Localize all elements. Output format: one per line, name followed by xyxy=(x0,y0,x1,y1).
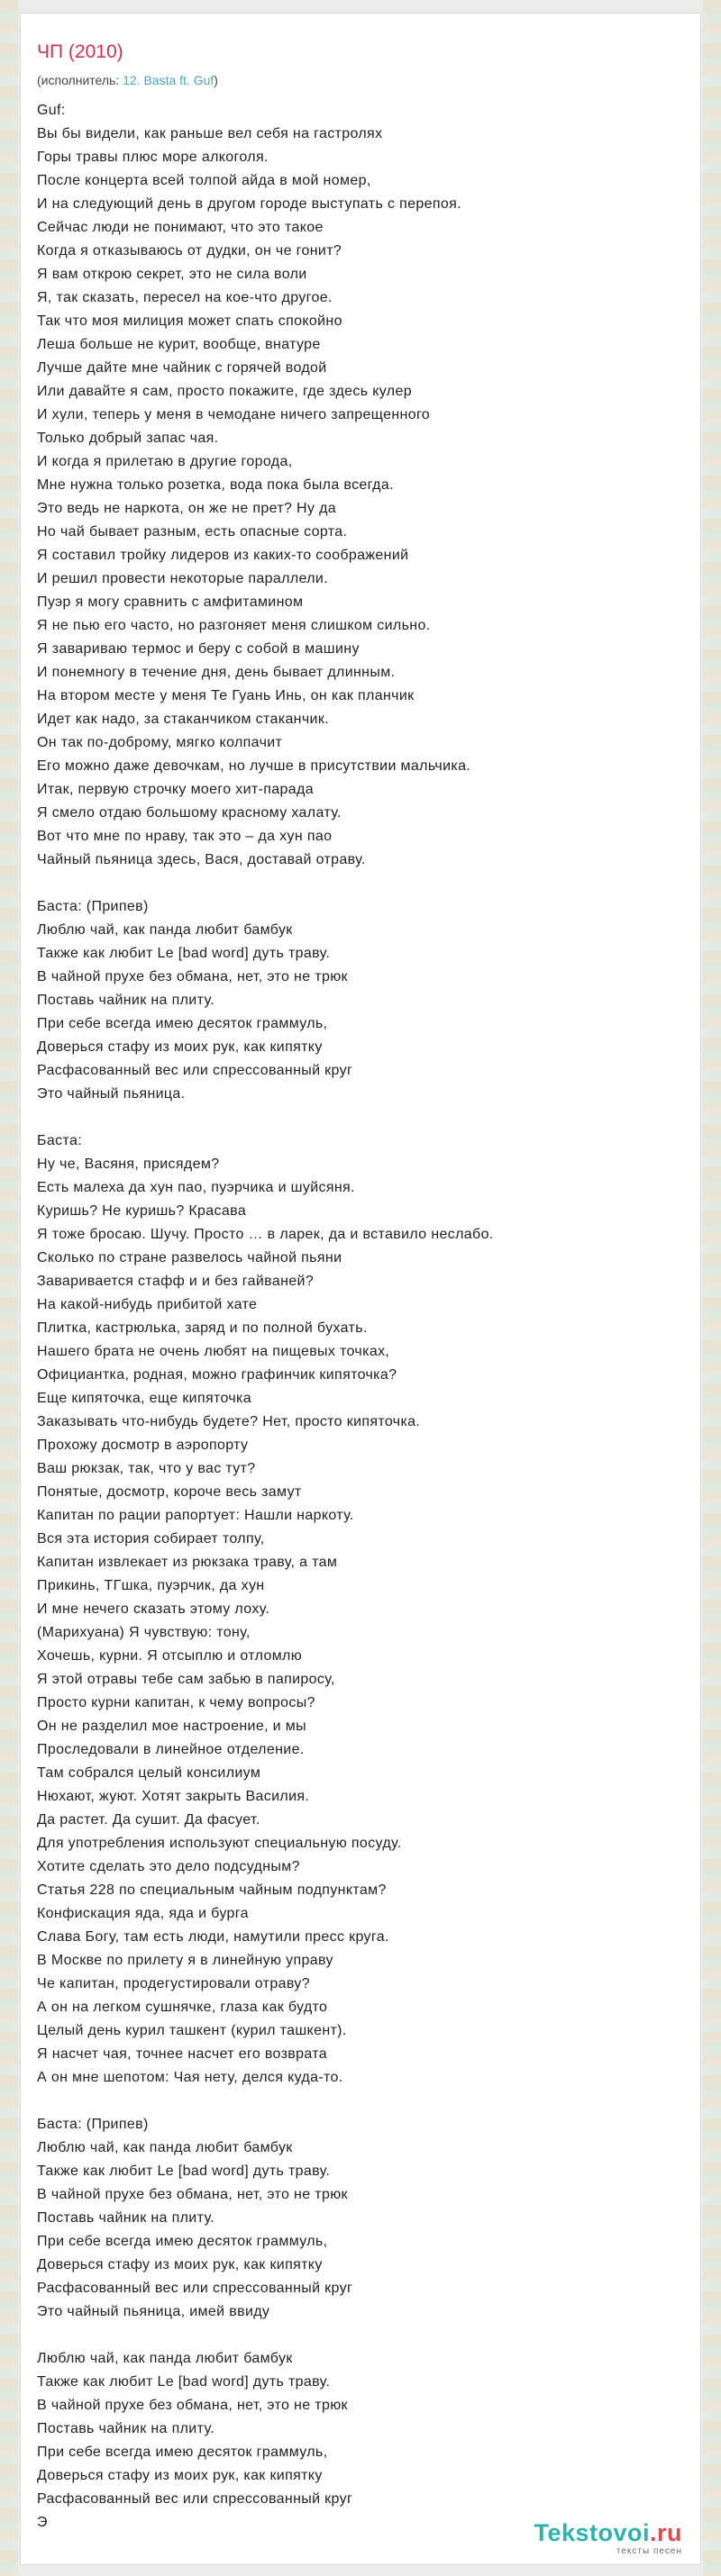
lyrics-line: Вы бы видели, как раньше вел себя на гастролях xyxy=(37,126,383,141)
performer-line xyxy=(37,72,218,88)
lyrics-line: Расфасованный вес или спрессованный круг xyxy=(37,2281,353,2296)
lyrics-line: Сейчас люди не понимают, что это такое xyxy=(37,220,324,235)
lyrics-line: В чайной прухе без обмана, нет, это не трюк xyxy=(37,2398,348,2413)
performer-prefix: (исполнитель: xyxy=(37,73,123,87)
lyrics-line: Только добрый запас чая. xyxy=(37,431,219,446)
lyrics-line: При себе всегда имею десяток граммуль, xyxy=(37,2234,328,2249)
lyrics-line: Поставь чайник на плиту. xyxy=(37,993,214,1008)
lyrics-line: Че капитан, продегустировали отраву? xyxy=(37,1976,310,1991)
lyrics-line: Ну че, Васяня, присядем? xyxy=(37,1156,220,1172)
lyrics-blank-line xyxy=(37,2324,686,2347)
lyrics-line: Есть малеха да хун пао, пуэрчика и шуйсяня. xyxy=(37,1180,355,1195)
lyrics-line: В чайной прухе без обмана, нет, это не трюк xyxy=(37,969,348,984)
lyrics-line: Идет как надо, за стаканчиком стаканчик. xyxy=(37,712,329,727)
lyrics-line: Расфасованный вес или спрессованный круг xyxy=(37,1063,353,1078)
lyrics-line: Его можно даже девочкам, но лучше в присутствии мальчика. xyxy=(37,758,471,774)
lyrics-line: Также как любит Le [bad word] дуть траву. xyxy=(37,2374,331,2390)
lyrics-line: Но чай бывает разным, есть опасные сорта. xyxy=(37,524,348,540)
lyrics-line: Итак, первую строчку моего хит-парада xyxy=(37,782,314,797)
lyrics-line: На втором месте у меня Те Гуань Инь, он как планчик xyxy=(37,688,415,703)
lyrics-line: Я вам открою секрет, это не сила воли xyxy=(37,267,307,282)
lyrics-line: При себе всегда имею десяток граммуль, xyxy=(37,1016,328,1031)
lyrics-line: Конфискация яда, яда и бурга xyxy=(37,1906,249,1921)
lyrics-line: После концерта всей толпой айда в мой номер, xyxy=(37,173,371,188)
lyrics-line: Доверься стафу из моих рук, как кипятку xyxy=(37,2257,323,2272)
lyrics-page xyxy=(20,13,701,2565)
lyrics-line: Сколько по стране развелось чайной пьяни xyxy=(37,1250,342,1265)
lyrics-line: Чайный пьяница здесь, Вася, доставай отраву. xyxy=(37,852,366,867)
lyrics-line: Хотите сделать это дело подсудным? xyxy=(37,1859,300,1874)
lyrics-line: Я не пью его часто, но разгоняет меня слишком сильно. xyxy=(37,618,431,633)
lyrics-line: А он мне шепотом: Чая нету, делся куда-то. xyxy=(37,2070,343,2085)
lyrics-line: Горы травы плюс море алкоголя. xyxy=(37,150,269,165)
lyrics-line: В Москве по прилету я в линейную управу xyxy=(37,1953,333,1968)
lyrics-line: Люблю чай, как панда любит бамбук xyxy=(37,922,293,938)
lyrics-line: При себе всегда имею десяток граммуль, xyxy=(37,2444,328,2460)
lyrics-line: Поставь чайник на плиту. xyxy=(37,2210,214,2226)
lyrics-line: (Марихуана) Я чувствую: тону, xyxy=(37,1625,251,1640)
lyrics-line: И мне нечего сказать этому лоху. xyxy=(37,1601,270,1617)
lyrics-line: Заваривается стафф и и без гайваней? xyxy=(37,1274,315,1289)
lyrics-line: И решил провести некоторые параллели. xyxy=(37,571,329,586)
lyrics-line: И хули, теперь у меня в чемодане ничего запрещенного xyxy=(37,407,431,422)
lyrics-line: Официантка, родная, можно графинчик кипяточка? xyxy=(37,1367,397,1383)
lyrics-line: Баста: (Припев) xyxy=(37,2117,149,2132)
lyrics-line: Еще кипяточка, еще кипяточка xyxy=(37,1391,252,1406)
lyrics-line: Он не разделил мое настроение, и мы xyxy=(37,1719,306,1734)
lyrics-line: Также как любит Le [bad word] дуть траву. xyxy=(37,946,331,961)
lyrics-line: Он так по-доброму, мягко колпачит xyxy=(37,735,283,750)
lyrics-line: Капитан извлекает из рюкзака траву, а там xyxy=(37,1555,338,1570)
lyrics-line: Доверься стафу из моих рук, как кипятку xyxy=(37,1039,323,1055)
lyrics-line: Я этой отравы тебе сам забью в папиросу, xyxy=(37,1672,335,1687)
lyrics-line: Люблю чай, как панда любит бамбук xyxy=(37,2140,293,2155)
lyrics-line: Или давайте я сам, просто покажите, где здесь кулер xyxy=(37,384,412,399)
lyrics-line: Леша больше не курит, вообще, внатуре xyxy=(37,337,321,352)
lyrics-line: Лучше дайте мне чайник с горячей водой xyxy=(37,360,327,376)
lyrics-line: Вся эта история собирает толпу, xyxy=(37,1531,265,1547)
lyrics-line: Нашего брата не очень любят на пищевых точках, xyxy=(37,1344,390,1359)
lyrics-line: Баста: (Припев) xyxy=(37,899,149,914)
logo-name: Tekstovoi xyxy=(534,2519,650,2546)
lyrics-line: Да растет. Да сушит. Да фасует. xyxy=(37,1812,260,1828)
lyrics-line: Плитка, кастрюлька, заряд и по полной бухать. xyxy=(37,1320,368,1336)
lyrics-line: Слава Богу, там есть люди, намутили пресс круга. xyxy=(37,1929,389,1945)
lyrics-line: Также как любит Le [bad word] дуть траву. xyxy=(37,2163,331,2179)
lyrics-line: Для употребления используют специальную посуду. xyxy=(37,1836,402,1851)
lyrics-line: Заказывать что-нибудь будете? Нет, просто кипяточка. xyxy=(37,1414,421,1429)
lyrics-line: Это чайный пьяница. xyxy=(37,1086,186,1102)
lyrics-line: Вот что мне по нраву, так это – да хун пао xyxy=(37,829,333,844)
lyrics-line: Так что моя милиция может спать спокойно xyxy=(37,313,342,329)
lyrics-line: В чайной прухе без обмана, нет, это не трюк xyxy=(37,2187,348,2202)
logo-wordmark xyxy=(534,2519,682,2546)
lyrics-line: Капитан по рации рапортует: Нашли наркоту. xyxy=(37,1508,354,1523)
lyrics-line: Guf: xyxy=(37,103,66,118)
lyrics-line: И на следующий день в другом городе выступать с перепоя. xyxy=(37,196,461,212)
lyrics-line: Мне нужна только розетка, вода пока была всегда. xyxy=(37,477,394,493)
lyrics-blank-line xyxy=(37,872,686,895)
lyrics-blank-line xyxy=(37,2090,686,2113)
performer-suffix: ) xyxy=(214,73,218,87)
lyrics-line: Статья 228 по специальным чайным подпунктам? xyxy=(37,1882,387,1898)
lyrics-line: Я завариваю термос и беру с собой в машину xyxy=(37,641,360,657)
lyrics-line: Проследовали в линейное отделение. xyxy=(37,1742,305,1757)
lyrics-line: И понемногу в течение дня, день бывает длинным. xyxy=(37,665,396,680)
lyrics-line: Прикинь, ТГшка, пуэрчик, да хун xyxy=(37,1578,265,1593)
lyrics-line: Это чайный пьяница, имей ввиду xyxy=(37,2304,270,2319)
lyrics-line: Я, так сказать, пересел на кое-что другое. xyxy=(37,290,333,305)
lyrics-line: Я смело отдаю большому красному халату. xyxy=(37,805,342,821)
lyrics-line: Хочешь, курни. Я отсыплю и отломлю xyxy=(37,1648,303,1664)
lyrics-line: Э xyxy=(37,2515,48,2530)
lyrics-line: Доверься стафу из моих рук, как кипятку xyxy=(37,2468,323,2483)
lyrics-line: Я насчет чая, точнее насчет его возврата xyxy=(37,2046,328,2062)
lyrics-line: На какой-нибудь прибитой хате xyxy=(37,1297,258,1312)
artist-link[interactable]: 12. Basta ft. Guf xyxy=(123,73,214,87)
lyrics-line: Просто курни капитан, к чему вопросы? xyxy=(37,1695,315,1710)
lyrics-blank-line xyxy=(37,1106,686,1129)
lyrics-line: Баста: xyxy=(37,1133,82,1148)
lyrics-line: Нюхают, жуют. Хотят закрыть Василия. xyxy=(37,1789,310,1804)
lyrics-line: Там собрался целый консилиум xyxy=(37,1765,261,1781)
left-decorative-stripe xyxy=(0,0,18,2576)
lyrics-line: А он на легком сушнячке, глаза как будто xyxy=(37,2000,328,2015)
right-decorative-stripe xyxy=(703,0,721,2576)
lyrics-line: И когда я прилетаю в другие города, xyxy=(37,454,293,469)
lyrics-line: Я составил тройку лидеров из каких-то соображений xyxy=(37,548,409,563)
lyrics-line: Это ведь не наркота, он же не прет? Ну да xyxy=(37,501,337,516)
lyrics-line: Расфасованный вес или спрессованный круг xyxy=(37,2491,353,2507)
lyrics-line: Я тоже бросаю. Шучу. Просто … в ларек, да и вставило неслабо. xyxy=(37,1227,494,1242)
lyrics-body xyxy=(37,99,686,2535)
logo-tld: .ru xyxy=(649,2519,682,2546)
lyrics-line: Куришь? Не куришь? Красава xyxy=(37,1203,247,1219)
lyrics-line: Поставь чайник на плиту. xyxy=(37,2421,214,2436)
lyrics-line: Пуэр я могу сравнить с амфитамином xyxy=(37,594,304,610)
lyrics-line: Понятые, досмотр, короче весь замут xyxy=(37,1484,302,1500)
lyrics-line: Прохожу досмотр в аэропорту xyxy=(37,1438,249,1453)
logo-tagline: тексты песен xyxy=(616,2546,682,2556)
site-logo[interactable] xyxy=(534,2519,682,2557)
lyrics-line: Ваш рюкзак, так, что у вас тут? xyxy=(37,1461,256,1476)
lyrics-line: Когда я отказываюсь от дудки, он че гонит? xyxy=(37,243,342,259)
lyrics-line: Целый день курил ташкент (курил ташкент). xyxy=(37,2023,347,2038)
song-title: ЧП (2010) xyxy=(37,41,123,62)
lyrics-line: Люблю чай, как панда любит бамбук xyxy=(37,2351,293,2366)
